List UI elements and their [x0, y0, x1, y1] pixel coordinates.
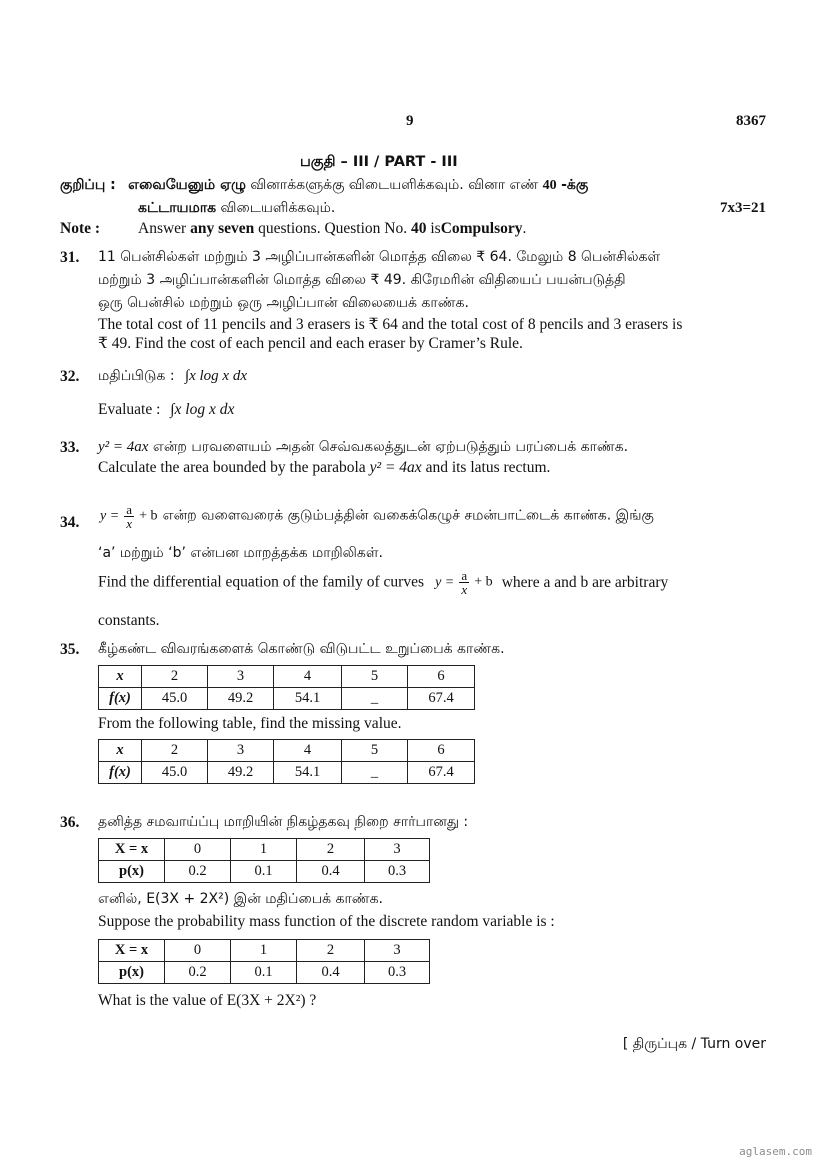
q34-frac-den: x: [126, 516, 133, 531]
table-cell: 0.2: [165, 861, 231, 883]
table-cell: 2: [142, 666, 208, 688]
q34-fraction: [124, 503, 134, 530]
q34-en-text3: constants.: [98, 612, 160, 629]
q32-integral-en: ∫x log x dx: [170, 401, 235, 418]
q32-en-label: Evaluate :: [98, 401, 161, 418]
table-cell: 5: [342, 666, 408, 688]
row-label: p(x): [99, 861, 165, 883]
table-cell: 0.4: [297, 962, 365, 984]
q34-number: 34.: [60, 514, 80, 531]
q32-en: [98, 401, 234, 419]
table-cell: 6: [408, 740, 475, 762]
table-cell: 54.1: [274, 762, 342, 784]
q32-ta-label: மதிப்பிடுக :: [98, 368, 175, 384]
q31-ta-line1: 11 பென்சில்கள் மற்றும் 3 அழிப்பான்களின் மொத்த விலை ₹ 64. மேலும் 8 பென்சில்கள்: [98, 249, 661, 265]
table-cell: 0.3: [365, 962, 430, 984]
q36-number: 36.: [60, 814, 80, 831]
marks-scheme: 7x3=21: [719, 200, 766, 216]
q33-equation: y² = 4ax: [98, 439, 149, 455]
q35-table-en: [98, 739, 475, 784]
table-cell: 6: [408, 666, 475, 688]
note-ta-text3: விடையளிக்கவும்.: [220, 200, 336, 216]
watermark-text: aglasem.com: [739, 1145, 812, 1158]
q34-ta-text1: என்ற வளைவரைக் குடும்பத்தின் வகைக்கெழுச் சமன்பாட்டைக் காண்க. இங்கு: [162, 507, 654, 524]
q33-ta-text: என்ற பரவளையம் அதன் செவ்வகலத்துடன் ஏற்படுத்தும் பரப்பைக் காண்க.: [152, 439, 629, 455]
table-cell: 0.1: [231, 962, 297, 984]
table-cell: 0.1: [231, 861, 297, 883]
note-tamil-line2: [138, 200, 335, 218]
note-english: [138, 220, 526, 238]
note-ta-bold2: கட்டாயமாக: [138, 200, 217, 216]
row-label: X = x: [99, 940, 165, 962]
table-row: [99, 839, 430, 861]
table-cell: 2: [142, 740, 208, 762]
q34-eq-lhs: y =: [100, 508, 120, 524]
q36-en-question: What is the value of E(3X + 2X²) ?: [98, 992, 317, 1009]
q32-number: 32.: [60, 368, 80, 385]
page-number: 9: [406, 113, 414, 129]
q31-number: 31.: [60, 249, 80, 266]
note-en-bold2: Compulsory: [440, 220, 523, 237]
table-row: [99, 688, 475, 710]
q33-en: [98, 459, 550, 477]
q36-ta-after: எனில், E(3X + 2X²) இன் மதிப்பைக் காண்க.: [98, 891, 384, 907]
row-label: x: [99, 666, 142, 688]
row-label: f(x): [99, 688, 142, 710]
table-cell: 1: [231, 940, 297, 962]
table-cell: 3: [365, 940, 430, 962]
q36-table-en: [98, 939, 430, 984]
note-ta-text2: -க்கு: [561, 177, 589, 193]
note-ta-label: குறிப்பு :: [60, 177, 116, 193]
q34-ta-line1: [100, 503, 654, 530]
table-cell: 2: [297, 839, 365, 861]
note-ta-qnum: 40: [542, 178, 557, 193]
q33-number: 33.: [60, 439, 80, 456]
note-tamil-line1: [60, 177, 588, 195]
q35-table-ta: [98, 665, 475, 710]
q36-ta-text: தனித்த சமவாய்ப்பு மாறியின் நிகழ்தகவு நிறை சார்பானது :: [98, 814, 469, 830]
q32-integral-ta: ∫x log x dx: [185, 368, 247, 384]
table-row: [99, 666, 475, 688]
q31-en-line2: ₹ 49. Find the cost of each pencil and each eraser by Cramer’s Rule.: [98, 335, 523, 352]
q34-fraction-en: [459, 569, 469, 596]
table-cell: 45.0: [142, 762, 208, 784]
row-label: X = x: [99, 839, 165, 861]
q33-ta: [98, 439, 628, 457]
paper-code: 8367: [736, 113, 766, 129]
note-ta-text1: வினாக்களுக்கு விடையளிக்கவும். வினா எண்: [250, 177, 539, 193]
part-title: பகுதி – III / PART - III: [300, 154, 458, 170]
table-cell: 3: [365, 839, 430, 861]
q36-table-ta: [98, 838, 430, 883]
table-cell: 3: [208, 740, 274, 762]
table-cell: 49.2: [208, 762, 274, 784]
q33-en-text: Calculate the area bounded by the parabola: [98, 459, 366, 476]
table-cell: 67.4: [408, 688, 475, 710]
q34-ta-text2: ‘a’ மற்றும் ‘b’ என்பன மாறத்தக்க மாறிலிகள்.: [98, 545, 383, 561]
note-en-text2: questions. Question No.: [258, 220, 408, 237]
table-cell: 0.4: [297, 861, 365, 883]
q34-frac-den-en: x: [461, 582, 468, 597]
note-en-text3: is: [430, 220, 441, 237]
table-cell: 49.2: [208, 688, 274, 710]
note-en-qnum: 40: [410, 220, 427, 237]
q34-en-line1: [98, 569, 668, 596]
q31-ta-line2: மற்றும் 3 அழிப்பான்களின் மொத்த விலை ₹ 49. கிரேமரின் விதியைப் பயன்படுத்தி: [98, 272, 626, 288]
note-en-bold1: any seven: [190, 220, 255, 237]
q32-ta: [98, 368, 247, 386]
q31-en-line1: The total cost of 11 pencils and 3 erasers is ₹ 64 and the total cost of 8 pencils and 3 erasers is: [98, 316, 683, 333]
table-cell: 2: [297, 940, 365, 962]
q34-frac-num: a: [126, 502, 133, 517]
turn-over: [ திருப்புக / Turn over: [622, 1036, 766, 1052]
q34-en-text1: Find the differential equation of the family of curves: [98, 573, 424, 591]
row-label: f(x): [99, 762, 142, 784]
table-row: [99, 762, 475, 784]
table-cell: 4: [274, 666, 342, 688]
q34-eq-lhs-en: y =: [435, 574, 455, 590]
q35-en-text: From the following table, find the missing value.: [98, 715, 402, 732]
table-cell: 0.2: [165, 962, 231, 984]
table-row: [99, 940, 430, 962]
q34-en-text2: where a and b are arbitrary: [501, 573, 669, 591]
note-en-text1: Answer: [138, 220, 187, 237]
note-en-label: Note :: [60, 220, 101, 237]
q31-ta-line3: ஒரு பென்சில் மற்றும் ஒரு அழிப்பான் விலையைக் காண்க.: [98, 295, 469, 311]
note-ta-bold1: எவையேனும் ஏழு: [128, 177, 246, 193]
table-cell: 4: [274, 740, 342, 762]
table-row: [99, 861, 430, 883]
q34-frac-num-en: a: [461, 568, 468, 583]
table-cell: _: [342, 762, 408, 784]
q36-en-text: Suppose the probability mass function of the discrete random variable is :: [98, 913, 555, 930]
row-label: p(x): [99, 962, 165, 984]
note-en-text4: .: [522, 220, 527, 237]
table-cell: 1: [231, 839, 297, 861]
table-cell: 0: [165, 839, 231, 861]
q35-ta-text: கீழ்கண்ட விவரங்களைக் கொண்டு விடுபட்ட உறுப்பைக் காண்க.: [98, 641, 505, 657]
q33-equation-en: y² = 4ax: [369, 459, 422, 476]
table-cell: 67.4: [408, 762, 475, 784]
table-cell: 0.3: [365, 861, 430, 883]
table-cell: 54.1: [274, 688, 342, 710]
table-row: [99, 740, 475, 762]
row-label: x: [99, 740, 142, 762]
q33-en-end: and its latus rectum.: [425, 459, 551, 476]
table-cell: _: [342, 688, 408, 710]
table-cell: 45.0: [142, 688, 208, 710]
q34-eq-rhs: + b: [139, 508, 158, 524]
q35-number: 35.: [60, 641, 80, 658]
table-cell: 5: [342, 740, 408, 762]
table-cell: 0: [165, 940, 231, 962]
table-row: [99, 962, 430, 984]
q34-eq-rhs-en: + b: [474, 574, 493, 590]
table-cell: 3: [208, 666, 274, 688]
